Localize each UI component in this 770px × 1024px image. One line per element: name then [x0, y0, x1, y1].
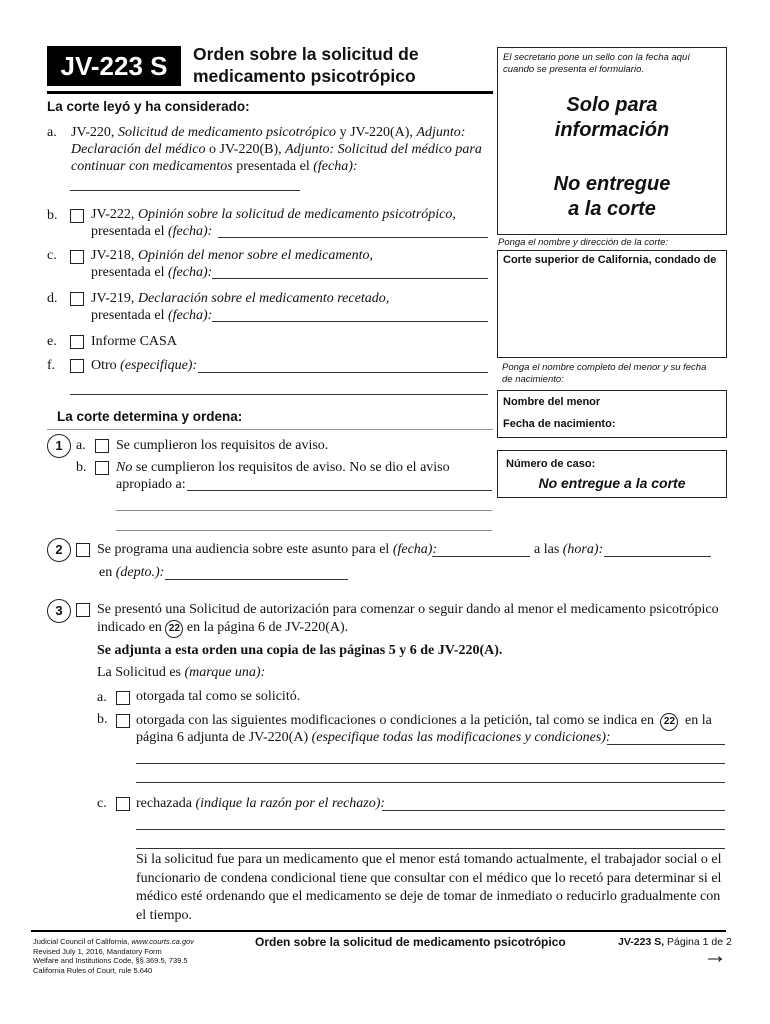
child-name-label: Nombre del menor	[503, 396, 601, 408]
item-3-bold-line: Se adjunta a esta orden una copia de las páginas 5 y 6 de JV-220(A).	[97, 643, 503, 658]
item-f-letter: f.	[47, 358, 56, 373]
info-only-label: Solo para	[566, 94, 658, 116]
header-rule	[47, 91, 493, 94]
orders-heading: La corte determina y ordena:	[57, 409, 243, 424]
item-1a-checkbox[interactable]	[95, 439, 109, 453]
item-d-checkbox[interactable]	[70, 292, 84, 306]
clerk-stamp-note-2: cuando se presenta el formulario.	[503, 64, 644, 75]
item-3c-line-c[interactable]	[136, 848, 725, 849]
item-2-checkbox[interactable]	[76, 543, 90, 557]
item-3a-letter: a.	[97, 690, 107, 705]
ref-22-icon: 22	[660, 713, 678, 731]
orders-heading-rule	[47, 429, 493, 430]
item-b-text: JV-222, Opinión sobre la solicitud de medicamento psicotrópico, presentada el (fecha):	[91, 207, 456, 239]
item-3-solicitud: La Solicitud es (marque una):	[97, 665, 266, 680]
item-d-text: JV-219, Declaración sobre el medicamento recetado, presentada el (fecha):	[91, 291, 390, 323]
item-2-number: 2	[47, 538, 71, 562]
ref-22-icon: 22	[165, 620, 183, 638]
clerk-stamp-box	[497, 47, 727, 235]
child-dob-label: Fecha de nacimiento:	[503, 418, 616, 430]
item-f-line-2[interactable]	[70, 394, 488, 395]
item-3-number: 3	[47, 599, 71, 623]
item-1-number: 1	[47, 434, 71, 458]
item-2-time-label: a las (hora):	[534, 542, 604, 557]
item-c-letter: c.	[47, 248, 57, 263]
item-b-checkbox[interactable]	[70, 209, 84, 223]
footer-title: Orden sobre la solicitud de medicamento psicotrópico	[255, 935, 566, 949]
child-prompt: Ponga el nombre completo del menor y su fecha de nacimiento:	[502, 362, 707, 385]
court-prompt: Ponga el nombre y dirección de la corte:	[498, 237, 669, 248]
form-title-line1: Orden sobre la solicitud de	[193, 44, 419, 64]
item-3b-line-b[interactable]	[136, 763, 725, 764]
item-f-text: Otro (especifique):	[91, 358, 198, 373]
item-3-checkbox[interactable]	[76, 603, 90, 617]
item-b-letter: b.	[47, 208, 58, 223]
item-3-note: Si la solicitud fue para un medicamento que el menor está tomando actualmente, el trabajador social o el funcionario de condena condicional tiene que consultar con el médico que lo recetó para determinar si el médico esté ordenando que el medicamento se deje de tomar de inmediato o reducirlo gradualmente con el tiempo.	[136, 852, 722, 923]
item-2-dept-label: en (depto.):	[99, 565, 165, 580]
item-1b-line-2[interactable]	[116, 510, 492, 511]
item-1b-letter: b.	[76, 460, 87, 475]
clerk-stamp-note: El secretario pone un sello con la fecha aquí	[503, 52, 690, 63]
item-3c-text: rechazada (indique la razón por el rechazo):	[136, 796, 386, 811]
item-3c-line-a[interactable]	[382, 810, 725, 811]
read-heading: La corte leyó y ha considerado:	[47, 99, 250, 114]
item-a-date-line[interactable]	[70, 190, 300, 191]
item-3b-text: otorgada con las siguientes modificaciones o condiciones a la petición, tal como se indica en 22 en la	[136, 712, 712, 731]
item-1a-text: Se cumplieron los requisitos de aviso.	[116, 438, 329, 453]
item-2-date-line[interactable]	[432, 556, 530, 557]
footer-council: Judicial Council of California, www.courts.ca.gov Revised July 1, 2016, Mandatory Form Welfare and Institutions Code, §§ 369.5, 739.5 California Rules of Court, rule 5.640	[33, 937, 194, 975]
item-3b-line2: página 6 adjunta de JV-220(A) (especifique todas las modificaciones y condiciones):	[136, 730, 611, 745]
item-f-checkbox[interactable]	[70, 359, 84, 373]
child-info-box[interactable]	[497, 390, 727, 438]
item-d-date-line[interactable]	[212, 321, 488, 322]
case-no-deliver: No entregue a la corte	[538, 475, 686, 491]
item-3b-letter: b.	[97, 712, 108, 727]
item-3b-line-a[interactable]	[607, 744, 725, 745]
do-not-deliver-label: No entregue	[553, 173, 671, 195]
item-b-date-line[interactable]	[218, 237, 488, 238]
item-2-time-line[interactable]	[604, 556, 711, 557]
item-3b-checkbox[interactable]	[116, 714, 130, 728]
item-a-text: JV-220, Solicitud de medicamento psicotrópico y JV-220(A), Adjunto: Declaración del médico o JV-220(B), Adjunto: Solicitud del médico para continuar con medicamentos presentada el (fecha):	[71, 125, 482, 174]
item-2-text: Se programa una audiencia sobre este asunto para el (fecha):	[97, 542, 438, 557]
item-3-line1: Se presentó una Solicitud de autorización para comenzar o seguir dando al menor el medicamento psicotrópico	[97, 602, 719, 617]
item-1a-letter: a.	[76, 438, 86, 453]
court-name-box[interactable]	[497, 250, 727, 358]
item-1b-checkbox[interactable]	[95, 461, 109, 475]
form-title-line2: medicamento psicotrópico	[193, 66, 416, 86]
item-3c-checkbox[interactable]	[116, 797, 130, 811]
item-e-letter: e.	[47, 334, 57, 349]
item-c-date-line[interactable]	[212, 278, 488, 279]
case-number-box[interactable]	[497, 450, 727, 498]
case-number-label: Número de caso:	[506, 458, 596, 470]
item-e-checkbox[interactable]	[70, 335, 84, 349]
form-title	[193, 43, 419, 87]
item-1b-text: No se cumplieron los requisitos de aviso. No se dio el aviso apropiado a:	[116, 460, 450, 492]
footer-rule	[31, 930, 726, 932]
item-3c-letter: c.	[97, 796, 107, 811]
court-label: Corte superior de California, condado de	[503, 254, 717, 266]
footer-page: JV-223 S, Página 1 de 2	[618, 936, 732, 948]
item-e-text: Informe CASA	[91, 334, 177, 349]
item-3b-line-c[interactable]	[136, 782, 725, 783]
next-page-arrow-icon[interactable]: →	[703, 942, 727, 969]
item-3a-text: otorgada tal como se solicitó.	[136, 689, 301, 704]
do-not-deliver-label-2: a la corte	[568, 198, 656, 220]
item-1b-line-1[interactable]	[187, 490, 492, 491]
item-3-line2: indicado en 22 en la página 6 de JV-220(A).	[97, 619, 348, 638]
item-a-letter: a.	[47, 125, 57, 140]
item-3c-line-b[interactable]	[136, 829, 725, 830]
info-only-label-2: información	[554, 119, 670, 141]
item-c-checkbox[interactable]	[70, 250, 84, 264]
item-2-dept-line[interactable]	[165, 579, 348, 580]
item-f-line-1[interactable]	[198, 372, 488, 373]
item-d-letter: d.	[47, 291, 58, 306]
item-c-text: JV-218, Opinión del menor sobre el medicamento, presentada el (fecha):	[91, 248, 374, 280]
item-3a-checkbox[interactable]	[116, 691, 130, 705]
item-1b-line-3[interactable]	[116, 530, 492, 531]
form-id-badge: JV-223 S	[47, 46, 181, 86]
